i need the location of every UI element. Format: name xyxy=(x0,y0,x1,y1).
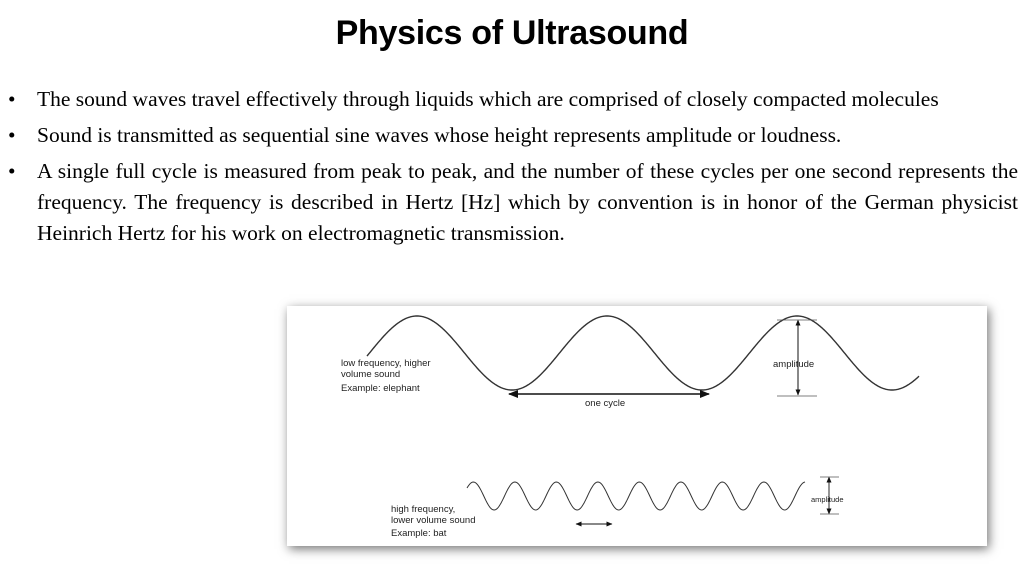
high-frequency-label-line2: lower volume sound xyxy=(391,515,476,526)
high-example-label: Example: bat xyxy=(391,528,447,539)
bullet-text: A single full cycle is measured from peak to peak, and the number of these cycles per one second represents the frequency. The frequency is described in Hertz [Hz] which by convention is in honor of the German physicist Heinrich Hertz for his work on electromagnetic transmission. xyxy=(37,159,1018,245)
low-frequency-label xyxy=(341,358,431,380)
high-frequency-label-line1: high frequency, xyxy=(391,504,456,515)
high-frequency-label xyxy=(391,504,476,526)
bullet-dot-icon: • xyxy=(8,159,16,183)
bullet-item xyxy=(8,120,1018,151)
slide-title: Physics of Ultrasound xyxy=(335,14,689,52)
bullet-list xyxy=(8,84,1018,254)
low-frequency-wave xyxy=(367,316,919,390)
low-frequency-label-line2: volume sound xyxy=(341,369,401,380)
high-frequency-wave xyxy=(467,482,805,510)
bullet-dot-icon: • xyxy=(8,87,16,111)
high-amplitude-label: amplitude xyxy=(811,495,844,504)
bullet-text: The sound waves travel effectively through liquids which are comprised of closely compacted molecules xyxy=(37,87,939,111)
low-amplitude-label: amplitude xyxy=(773,359,815,370)
bullet-text: Sound is transmitted as sequential sine waves whose height represents amplitude or loudness. xyxy=(37,123,842,147)
bullet-item xyxy=(8,84,1018,115)
frequency-diagram xyxy=(287,306,987,546)
bullet-dot-icon: • xyxy=(8,123,16,147)
low-frequency-label-line1: low frequency, higher xyxy=(341,358,431,369)
bullet-item xyxy=(8,156,1018,249)
one-cycle-label: one cycle xyxy=(585,398,626,409)
low-example-label: Example: elephant xyxy=(341,383,420,394)
